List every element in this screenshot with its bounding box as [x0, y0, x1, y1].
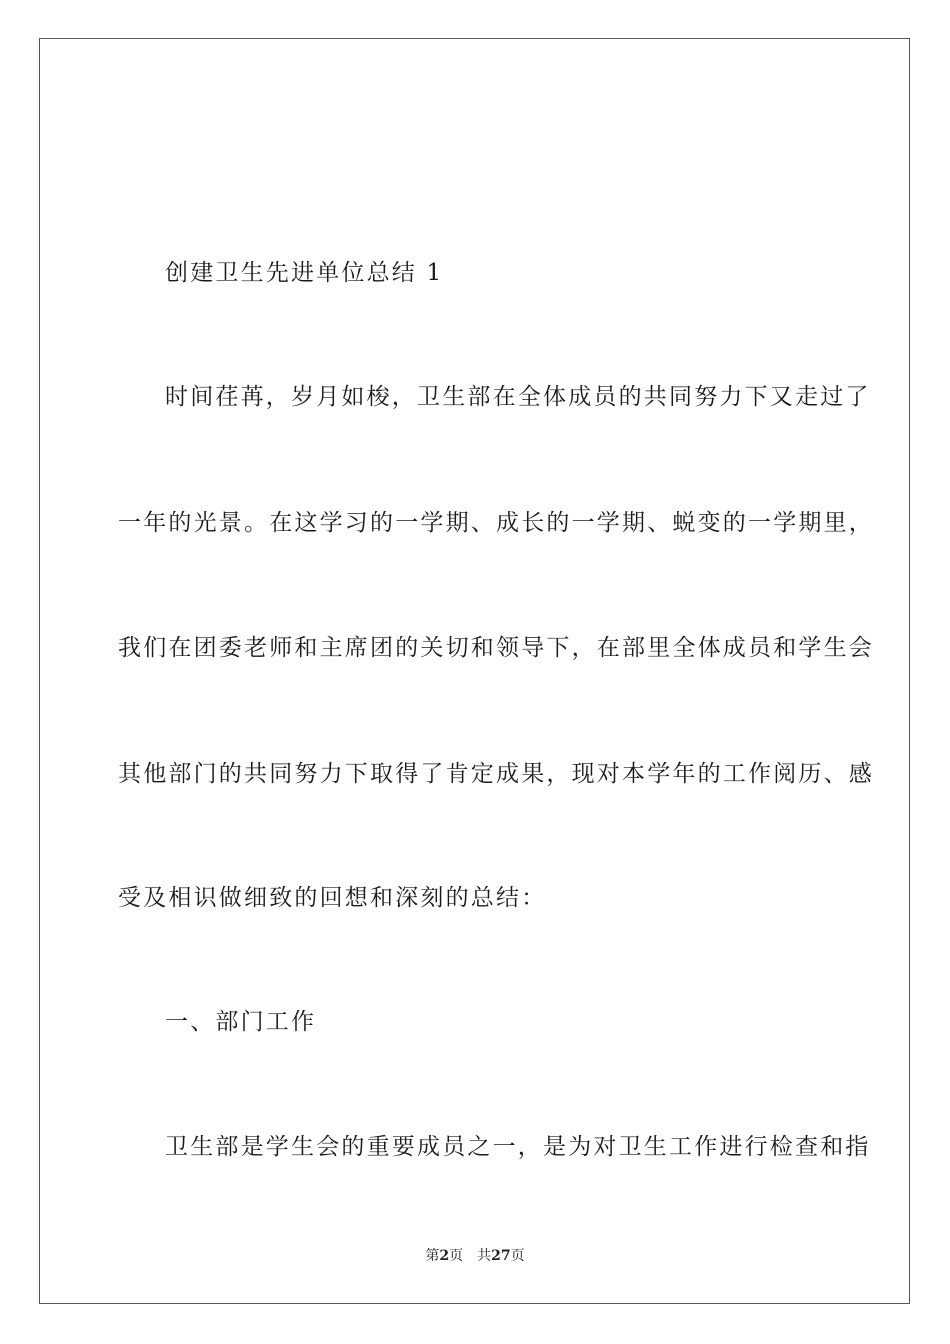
paragraph-line: 其他部门的共同努力下取得了肯定成果，现对本学年的工作阅历、感	[118, 761, 874, 787]
total-pages: 27	[491, 1248, 511, 1264]
paragraph-line: 我们在团委老师和主席团的关切和领导下，在部里全体成员和学生会	[118, 635, 874, 661]
total-suffix: 页	[510, 1248, 525, 1264]
paragraph-line: 受及相识做细致的回想和深刻的总结：	[118, 885, 547, 911]
page-border	[39, 38, 910, 1304]
paragraph-line: 时间荏苒，岁月如梭，卫生部在全体成员的共同努力下又走过了	[165, 384, 871, 410]
page-number: 2	[439, 1248, 450, 1264]
page-footer	[0, 1246, 950, 1266]
page-prefix: 第	[425, 1248, 440, 1264]
section-heading: 一、部门工作	[165, 1009, 317, 1035]
document-title: 创建卫生先进单位总结 1	[165, 260, 444, 286]
paragraph-line: 卫生部是学生会的重要成员之一，是为对卫生工作进行检查和指	[165, 1134, 871, 1160]
page-suffix: 页	[449, 1248, 464, 1264]
total-prefix: 共	[477, 1248, 492, 1264]
paragraph-line: 一年的光景。在这学习的一学期、成长的一学期、蜕变的一学期里，	[118, 510, 874, 536]
